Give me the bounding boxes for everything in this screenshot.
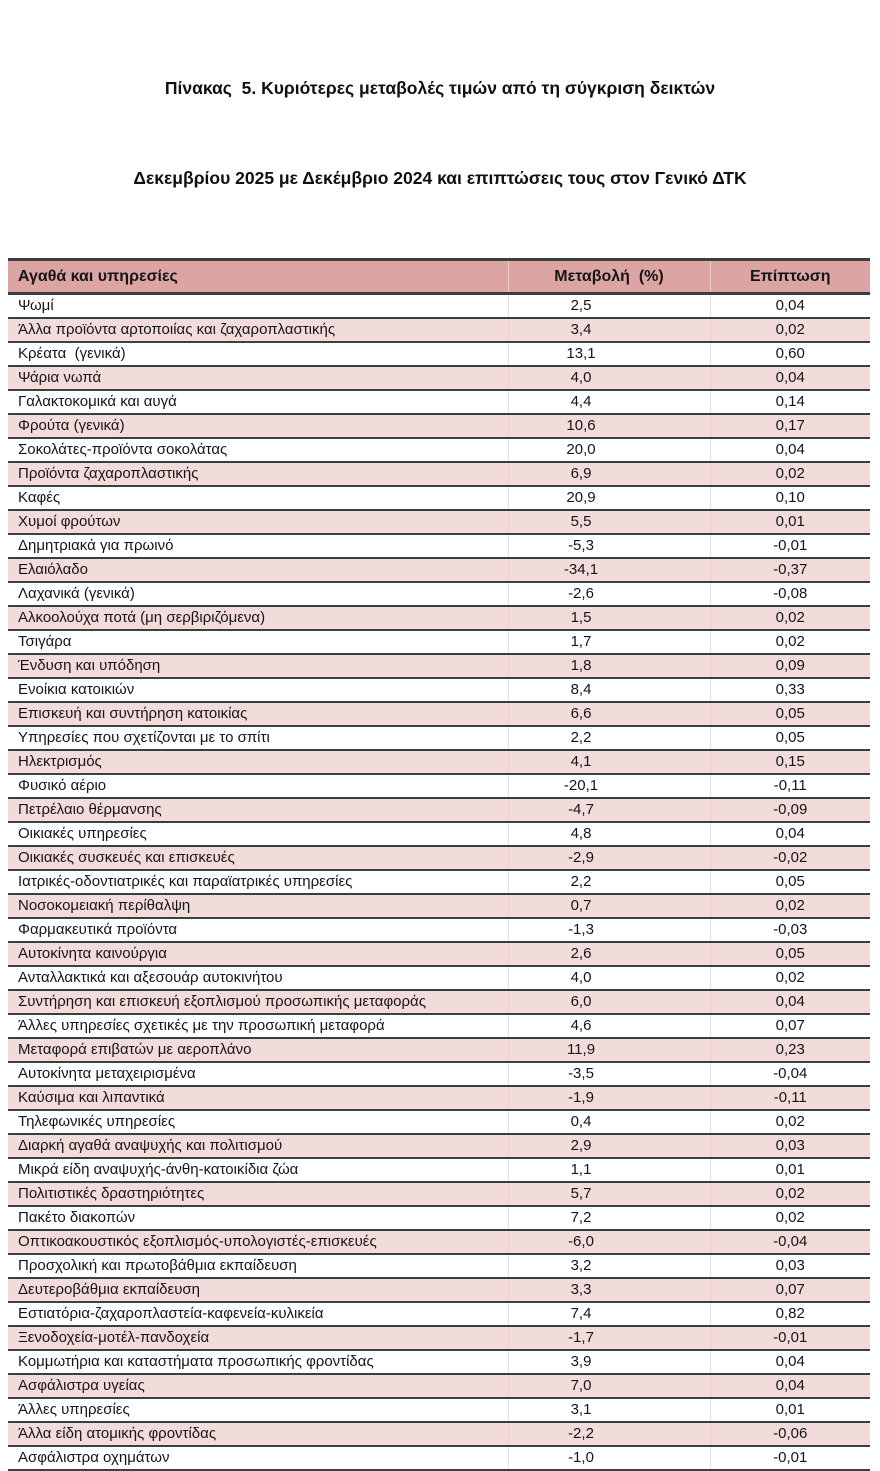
cell-change-pct: 11,9 [508, 1038, 710, 1062]
cell-change-pct: 6,6 [508, 702, 710, 726]
cell-goods-services: Γαλακτοκομικά και αυγά [8, 390, 508, 414]
cell-impact: 0,10 [710, 486, 870, 510]
cell-change-pct: 4,1 [508, 750, 710, 774]
cell-change-pct: 1,8 [508, 654, 710, 678]
cell-change-pct: 1,1 [508, 1158, 710, 1182]
cell-change-pct: 6,0 [508, 990, 710, 1014]
cell-impact: -0,37 [710, 558, 870, 582]
table-row [8, 1038, 870, 1062]
cell-impact: 0,17 [710, 414, 870, 438]
cell-goods-services: Διαρκή αγαθά αναψυχής και πολιτισμού [8, 1134, 508, 1158]
table-row [8, 750, 870, 774]
cell-change-pct: 2,6 [508, 942, 710, 966]
table-row [8, 1302, 870, 1326]
cell-change-pct: -4,7 [508, 798, 710, 822]
cell-change-pct: 2,2 [508, 870, 710, 894]
cell-goods-services: Οικιακές υπηρεσίες [8, 822, 508, 846]
cell-goods-services: Οπτικοακουστικός εξοπλισμός-υπολογιστές-επισκευές [8, 1230, 508, 1254]
cell-goods-services: Πολιτιστικές δραστηριότητες [8, 1182, 508, 1206]
cell-change-pct: -1,3 [508, 918, 710, 942]
cell-impact: -0,11 [710, 1086, 870, 1110]
cell-change-pct: 4,0 [508, 366, 710, 390]
table-row [8, 630, 870, 654]
cell-change-pct: 3,1 [508, 1398, 710, 1422]
cell-goods-services: Ψάρια νωπά [8, 366, 508, 390]
cell-change-pct: 7,0 [508, 1374, 710, 1398]
cell-impact: 0,04 [710, 1350, 870, 1374]
cell-goods-services: Καφές [8, 486, 508, 510]
cell-impact: 0,05 [710, 726, 870, 750]
cell-goods-services: Ασφάλιστρα οχημάτων [8, 1446, 508, 1470]
cell-impact: 0,05 [710, 870, 870, 894]
table-row [8, 1254, 870, 1278]
cell-goods-services: Αυτοκίνητα καινούργια [8, 942, 508, 966]
table-row [8, 318, 870, 342]
cell-impact: 0,02 [710, 1182, 870, 1206]
cell-impact: -0,08 [710, 582, 870, 606]
cell-change-pct: -20,1 [508, 774, 710, 798]
cell-goods-services: Άλλα προϊόντα αρτοποιίας και ζαχαροπλαστικής [8, 318, 508, 342]
cell-change-pct: 20,0 [508, 438, 710, 462]
cell-impact: -0,02 [710, 846, 870, 870]
col-header-change-pct: Μεταβολή (%) [508, 260, 710, 294]
cell-goods-services: Προσχολική και πρωτοβάθμια εκπαίδευση [8, 1254, 508, 1278]
table-row [8, 1374, 870, 1398]
cell-change-pct: 7,2 [508, 1206, 710, 1230]
cell-impact: 0,04 [710, 366, 870, 390]
table-row [8, 462, 870, 486]
table-row [8, 1134, 870, 1158]
cell-goods-services: Μεταφορά επιβατών με αεροπλάνο [8, 1038, 508, 1062]
cell-goods-services: Τηλεφωνικές υπηρεσίες [8, 1110, 508, 1134]
cell-goods-services: Ανταλλακτικά και αξεσουάρ αυτοκινήτου [8, 966, 508, 990]
cell-impact: -0,01 [710, 1446, 870, 1470]
cell-change-pct: -2,6 [508, 582, 710, 606]
cell-impact: 0,05 [710, 702, 870, 726]
table-row [8, 846, 870, 870]
table-row [8, 1086, 870, 1110]
cell-change-pct: 3,4 [508, 318, 710, 342]
cell-impact: 0,02 [710, 1110, 870, 1134]
cell-goods-services: Κρέατα (γενικά) [8, 342, 508, 366]
cell-change-pct: 4,8 [508, 822, 710, 846]
cell-change-pct: -3,5 [508, 1062, 710, 1086]
cell-impact: -0,09 [710, 798, 870, 822]
table-row [8, 966, 870, 990]
table-row [8, 774, 870, 798]
cell-impact: 0,09 [710, 654, 870, 678]
cell-goods-services: Δημητριακά για πρωινό [8, 534, 508, 558]
cell-impact: -0,04 [710, 1230, 870, 1254]
price-changes-table [8, 258, 870, 1471]
header-row [8, 260, 870, 294]
cell-impact: 0,03 [710, 1254, 870, 1278]
cell-impact: -0,03 [710, 918, 870, 942]
cell-impact: 0,04 [710, 294, 870, 319]
cell-impact: 0,04 [710, 1374, 870, 1398]
table-row [8, 1182, 870, 1206]
table-row [8, 942, 870, 966]
cell-goods-services: Ένδυση και υπόδηση [8, 654, 508, 678]
cell-goods-services: Άλλα είδη ατομικής φροντίδας [8, 1422, 508, 1446]
cell-impact: -0,06 [710, 1422, 870, 1446]
cell-goods-services: Πετρέλαιο θέρμανσης [8, 798, 508, 822]
cell-goods-services: Άλλες υπηρεσίες [8, 1398, 508, 1422]
cell-impact: -0,11 [710, 774, 870, 798]
cell-impact: 0,01 [710, 510, 870, 534]
table-row [8, 1350, 870, 1374]
cell-change-pct: 10,6 [508, 414, 710, 438]
table-row [8, 342, 870, 366]
cell-change-pct: 5,5 [508, 510, 710, 534]
table-row [8, 1326, 870, 1350]
cell-change-pct: 13,1 [508, 342, 710, 366]
cell-impact: 0,05 [710, 942, 870, 966]
cell-goods-services: Καύσιμα και λιπαντικά [8, 1086, 508, 1110]
cell-impact: 0,02 [710, 1206, 870, 1230]
cell-change-pct: 4,4 [508, 390, 710, 414]
cell-impact: 0,04 [710, 822, 870, 846]
table-row [8, 1206, 870, 1230]
cell-impact: 0,23 [710, 1038, 870, 1062]
table-row [8, 1014, 870, 1038]
col-header-impact: Επίπτωση [710, 260, 870, 294]
table-row [8, 1110, 870, 1134]
cell-change-pct: 1,5 [508, 606, 710, 630]
table-row [8, 582, 870, 606]
cell-change-pct: 2,9 [508, 1134, 710, 1158]
cell-goods-services: Λαχανικά (γενικά) [8, 582, 508, 606]
cell-change-pct: 8,4 [508, 678, 710, 702]
cell-change-pct: -5,3 [508, 534, 710, 558]
cell-impact: 0,04 [710, 438, 870, 462]
table-row [8, 558, 870, 582]
table-row [8, 894, 870, 918]
cell-goods-services: Σοκολάτες-προϊόντα σοκολάτας [8, 438, 508, 462]
cell-goods-services: Ασφάλιστρα υγείας [8, 1374, 508, 1398]
cell-goods-services: Ελαιόλαδο [8, 558, 508, 582]
table-row [8, 798, 870, 822]
cell-goods-services: Ηλεκτρισμός [8, 750, 508, 774]
table-row [8, 822, 870, 846]
cell-impact: 0,04 [710, 990, 870, 1014]
cell-goods-services: Χυμοί φρούτων [8, 510, 508, 534]
cell-change-pct: 20,9 [508, 486, 710, 510]
title-line-2: Δεκεμβρίου 2025 με Δεκέμβριο 2024 και επιπτώσεις τους στον Γενικό ΔΤΚ [133, 168, 747, 188]
cell-change-pct: 1,7 [508, 630, 710, 654]
table-row [8, 1422, 870, 1446]
cell-impact: 0,15 [710, 750, 870, 774]
cell-goods-services: Φυσικό αέριο [8, 774, 508, 798]
cell-change-pct: -34,1 [508, 558, 710, 582]
title-line-1: Πίνακας 5. Κυριότερες μεταβολές τιμών από τη σύγκριση δεικτών [164, 78, 716, 98]
cell-change-pct: -1,9 [508, 1086, 710, 1110]
cell-change-pct: -1,7 [508, 1326, 710, 1350]
cell-goods-services: Κομμωτήρια και καταστήματα προσωπικής φροντίδας [8, 1350, 508, 1374]
cell-goods-services: Ενοίκια κατοικιών [8, 678, 508, 702]
cell-change-pct: 3,3 [508, 1278, 710, 1302]
cell-goods-services: Μικρά είδη αναψυχής-άνθη-κατοικίδια ζώα [8, 1158, 508, 1182]
cell-impact: -0,01 [710, 534, 870, 558]
cell-change-pct: 4,0 [508, 966, 710, 990]
table-row [8, 678, 870, 702]
cell-impact: 0,60 [710, 342, 870, 366]
cell-impact: 0,02 [710, 966, 870, 990]
table-row [8, 1158, 870, 1182]
table-row [8, 606, 870, 630]
table-row [8, 390, 870, 414]
cell-change-pct: 3,2 [508, 1254, 710, 1278]
cell-impact: 0,07 [710, 1278, 870, 1302]
table-row [8, 1230, 870, 1254]
table-row [8, 870, 870, 894]
cell-goods-services: Νοσοκομειακή περίθαλψη [8, 894, 508, 918]
table-row [8, 438, 870, 462]
cell-goods-services: Πακέτο διακοπών [8, 1206, 508, 1230]
table-row [8, 1062, 870, 1086]
cell-impact: -0,01 [710, 1326, 870, 1350]
cell-change-pct: 5,7 [508, 1182, 710, 1206]
cell-change-pct: -1,0 [508, 1446, 710, 1470]
cell-impact: 0,02 [710, 630, 870, 654]
cell-impact: 0,33 [710, 678, 870, 702]
col-header-goods-services: Αγαθά και υπηρεσίες [8, 260, 508, 294]
cell-impact: 0,07 [710, 1014, 870, 1038]
cell-goods-services: Οικιακές συσκευές και επισκευές [8, 846, 508, 870]
table-row [8, 510, 870, 534]
cell-goods-services: Ξενοδοχεία-μοτέλ-πανδοχεία [8, 1326, 508, 1350]
cell-change-pct: 0,4 [508, 1110, 710, 1134]
table-row [8, 1398, 870, 1422]
cell-goods-services: Προϊόντα ζαχαροπλαστικής [8, 462, 508, 486]
cell-goods-services: Επισκευή και συντήρηση κατοικίας [8, 702, 508, 726]
cell-change-pct: 2,5 [508, 294, 710, 319]
table-row [8, 534, 870, 558]
cell-goods-services: Υπηρεσίες που σχετίζονται με το σπίτι [8, 726, 508, 750]
cell-change-pct: -6,0 [508, 1230, 710, 1254]
cell-change-pct: 7,4 [508, 1302, 710, 1326]
cell-impact: 0,82 [710, 1302, 870, 1326]
table-row [8, 918, 870, 942]
table-row [8, 414, 870, 438]
table-row [8, 486, 870, 510]
cell-goods-services: Τσιγάρα [8, 630, 508, 654]
cell-impact: 0,01 [710, 1398, 870, 1422]
table-row [8, 294, 870, 319]
cell-goods-services: Φαρμακευτικά προϊόντα [8, 918, 508, 942]
cell-change-pct: 6,9 [508, 462, 710, 486]
cell-impact: 0,02 [710, 894, 870, 918]
cell-goods-services: Συντήρηση και επισκευή εξοπλισμού προσωπικής μεταφοράς [8, 990, 508, 1014]
cell-goods-services: Αλκοολούχα ποτά (μη σερβιριζόμενα) [8, 606, 508, 630]
cell-change-pct: 2,2 [508, 726, 710, 750]
cell-impact: 0,02 [710, 318, 870, 342]
cell-impact: 0,01 [710, 1158, 870, 1182]
table-row [8, 726, 870, 750]
table-row [8, 1278, 870, 1302]
table-row [8, 1446, 870, 1470]
cell-goods-services: Ψωμί [8, 294, 508, 319]
cell-change-pct: 0,7 [508, 894, 710, 918]
cell-goods-services: Άλλες υπηρεσίες σχετικές με την προσωπική μεταφορά [8, 1014, 508, 1038]
cell-change-pct: -2,2 [508, 1422, 710, 1446]
cell-goods-services: Εστιατόρια-ζαχαροπλαστεία-καφενεία-κυλικεία [8, 1302, 508, 1326]
cell-impact: 0,03 [710, 1134, 870, 1158]
cell-impact: 0,02 [710, 606, 870, 630]
cell-change-pct: 4,6 [508, 1014, 710, 1038]
cell-goods-services: Ιατρικές-οδοντιατρικές και παραϊατρικές υπηρεσίες [8, 870, 508, 894]
table-row [8, 366, 870, 390]
cell-impact: 0,14 [710, 390, 870, 414]
cell-goods-services: Αυτοκίνητα μεταχειρισμένα [8, 1062, 508, 1086]
cell-goods-services: Φρούτα (γενικά) [8, 414, 508, 438]
table-row [8, 654, 870, 678]
table-body [8, 294, 870, 1471]
cell-goods-services: Δευτεροβάθμια εκπαίδευση [8, 1278, 508, 1302]
table-row [8, 990, 870, 1014]
cell-change-pct: -2,9 [508, 846, 710, 870]
cell-change-pct: 3,9 [508, 1350, 710, 1374]
cell-impact: -0,04 [710, 1062, 870, 1086]
cell-impact: 0,02 [710, 462, 870, 486]
table-row [8, 702, 870, 726]
table-title [0, 0, 880, 253]
